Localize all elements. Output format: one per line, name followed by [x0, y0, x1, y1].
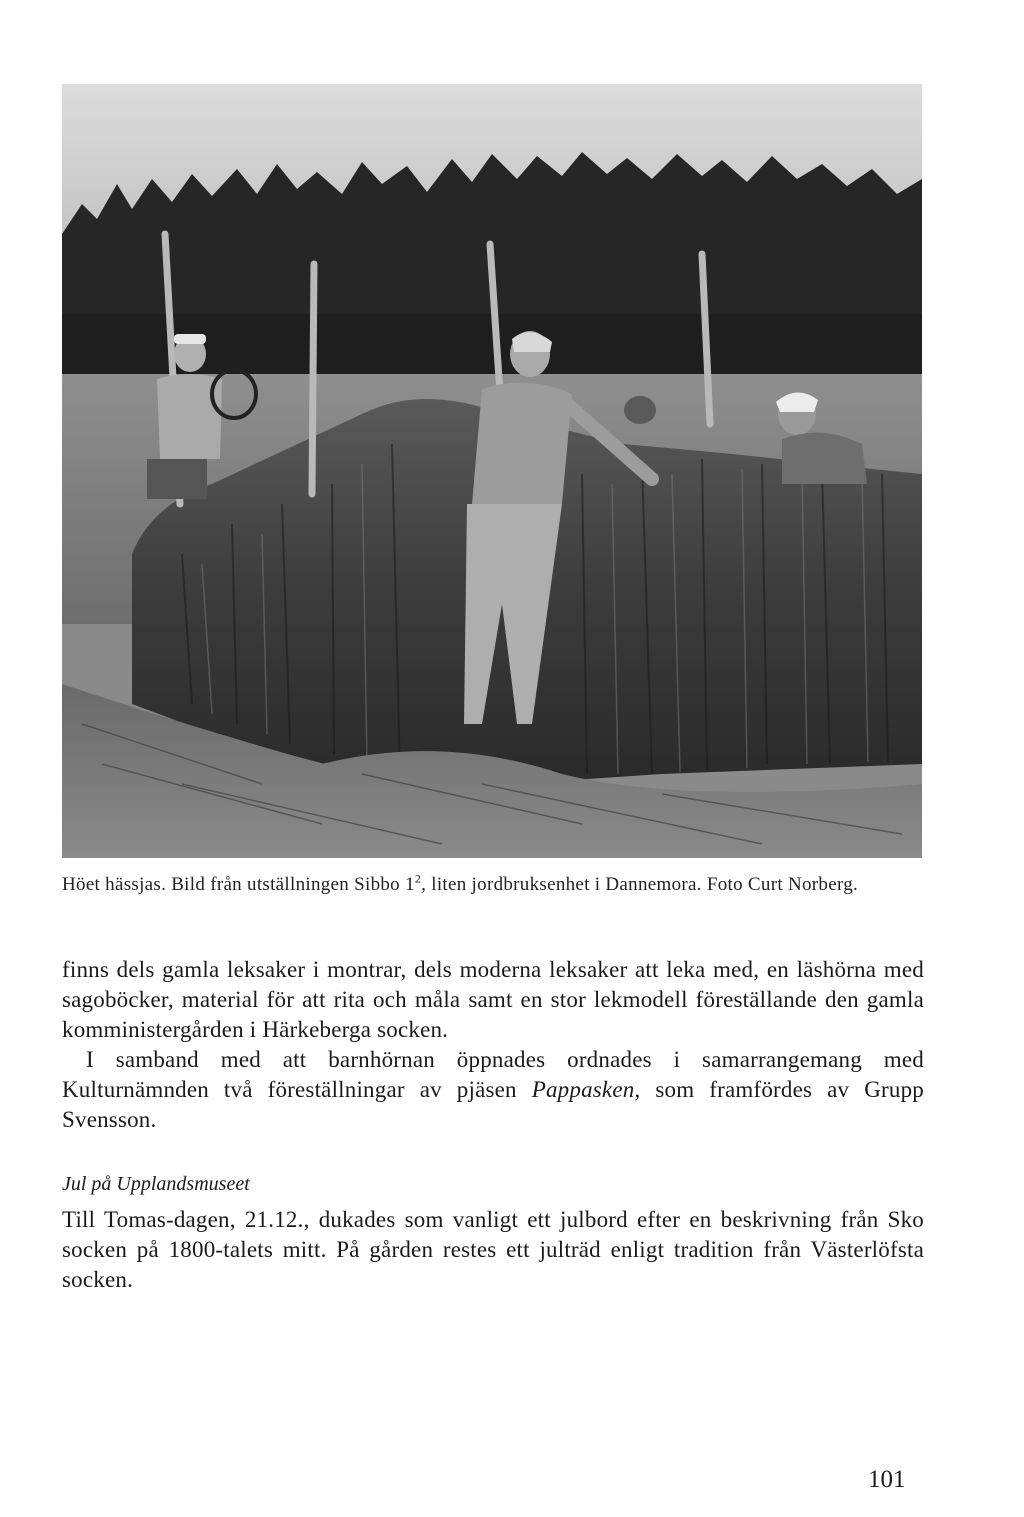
- paragraph-christmas: Till Tomas-dagen, 21.12., dukades som vanligt ett julbord efter en beskrivning från Sko socken på 1800-talets mitt. På gården restes ett julträd enligt tradition från Västerlöfsta socken.: [62, 1207, 924, 1292]
- caption-text-end: , liten jordbruksenhet i Dannemora. Foto Curt Norberg.: [421, 874, 859, 895]
- section-heading-christmas: Jul på Upplandsmuseet: [62, 1173, 250, 1195]
- hay-harvest-photo: [62, 84, 922, 858]
- paragraph-theater-end: som framfördes av Grupp Svensson.: [62, 1077, 925, 1132]
- worker-right-back: [624, 396, 656, 424]
- photo-caption: [62, 872, 924, 897]
- caption-text-start: Höet hässjas. Bild från utställningen Sibbo 1: [62, 874, 415, 895]
- paragraph-theater: [62, 1045, 924, 1135]
- caption-superscript: 2: [414, 871, 422, 886]
- play-title: Pappasken,: [531, 1077, 641, 1102]
- page-number: 101: [868, 1466, 906, 1493]
- paragraph-toys: finns dels gamla leksaker i montrar, dels moderna leksaker att leka med, en läshörna med sagoböcker, material för att rita och måla samt en stor lekmodell föreställande den gamla komministergården i Härkeberga socken.: [62, 957, 924, 1042]
- paragraph-theater-start: I samband med att barnhörnan öppnades ordnades i samarrangemang med Kulturnämnden två föreställningar av pjäsen: [62, 1047, 924, 1102]
